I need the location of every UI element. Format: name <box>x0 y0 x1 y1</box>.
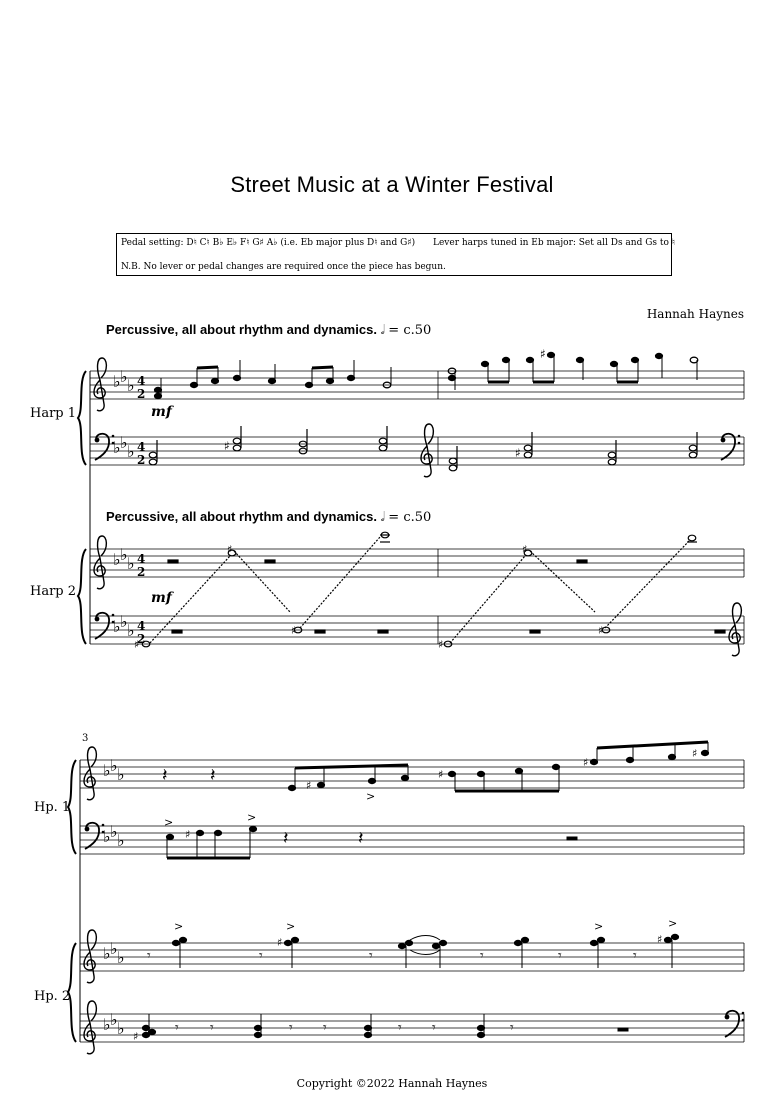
tempo-value: = c.50 <box>388 510 432 525</box>
svg-text:♯: ♯ <box>540 347 546 361</box>
half-note-symbol: 𝅗𝅥 <box>380 323 385 338</box>
svg-text:♭: ♭ <box>120 545 128 564</box>
instrument-label-hp1: Hp. 1 <box>34 800 71 815</box>
hp2-accents <box>174 917 677 933</box>
svg-text:𝄾: 𝄾 <box>210 1020 214 1036</box>
svg-text:𝄾: 𝄾 <box>558 948 562 964</box>
svg-text:>: > <box>164 816 174 829</box>
svg-text:♯: ♯ <box>515 446 521 460</box>
svg-text:♯: ♯ <box>522 543 528 556</box>
time-sig-top: 4 <box>137 552 146 566</box>
page-title: Street Music at a Winter Festival <box>230 172 554 197</box>
svg-text:𝄾: 𝄾 <box>259 948 263 964</box>
svg-text:♭: ♭ <box>113 617 121 636</box>
tempo-text: Percussive, all about rhythm and dynamics. <box>106 509 377 524</box>
svg-text:𝄾: 𝄾 <box>369 948 373 964</box>
composer-name: Hannah Haynes <box>646 307 744 321</box>
svg-text:♭: ♭ <box>113 438 121 457</box>
svg-text:♭: ♭ <box>110 939 118 958</box>
svg-text:♯: ♯ <box>291 624 297 637</box>
system-1-harp2 <box>90 549 744 644</box>
svg-text:♯: ♯ <box>306 779 312 792</box>
svg-text:♭: ♭ <box>127 621 135 640</box>
svg-text:♭: ♭ <box>113 550 121 569</box>
svg-text:𝄾: 𝄾 <box>147 948 151 964</box>
svg-text:♯: ♯ <box>438 638 444 651</box>
svg-text:𝄽: 𝄽 <box>162 765 168 786</box>
svg-text:♭: ♭ <box>117 1019 125 1038</box>
time-sig-top: 4 <box>137 619 146 633</box>
copyright-notice: Copyright ©2022 Hannah Haynes <box>296 1077 488 1090</box>
hp2-treble-chords <box>172 934 678 968</box>
hp1-bass-notes <box>166 826 577 858</box>
svg-text:♭: ♭ <box>110 1010 118 1029</box>
harp1-bass-notes <box>149 426 697 471</box>
svg-text:>: > <box>247 811 257 824</box>
svg-text:♯: ♯ <box>598 624 604 637</box>
instrument-label-harp1: Harp 1 <box>30 406 77 421</box>
system-1-harp1 <box>90 371 744 465</box>
measure-number: 3 <box>82 733 89 744</box>
svg-text:𝄾: 𝄾 <box>398 1020 402 1036</box>
svg-text:♭: ♭ <box>110 822 118 841</box>
svg-text:𝄽: 𝄽 <box>283 828 289 849</box>
svg-text:𝄽: 𝄽 <box>210 765 216 786</box>
pedal-setting-text: Pedal setting: D♮ C♮ B♭ E♭ F♮ G♯ A♭ (i.e. Eb major plus D♮ and G♯) <box>121 238 416 248</box>
half-note-symbol: 𝅗𝅥 <box>380 510 385 525</box>
instrument-label-hp2: Hp. 2 <box>34 989 71 1004</box>
hp1-treble-notes <box>162 742 709 791</box>
time-sig-bottom: 2 <box>137 453 146 467</box>
no-changes-note: N.B. No lever or pedal changes are required once the piece has begun. <box>121 262 446 272</box>
time-sig-bottom: 2 <box>137 565 146 579</box>
svg-text:𝄽: 𝄽 <box>358 828 364 849</box>
svg-text:>: > <box>366 790 376 803</box>
svg-text:♭: ♭ <box>103 827 111 846</box>
svg-text:>: > <box>174 920 184 933</box>
svg-text:♭: ♭ <box>110 756 118 775</box>
svg-text:♯: ♯ <box>583 756 589 769</box>
svg-text:♯: ♯ <box>227 543 233 556</box>
svg-text:♭: ♭ <box>117 765 125 784</box>
svg-text:♭: ♭ <box>127 554 135 573</box>
svg-text:♭: ♭ <box>120 612 128 631</box>
time-sig-top: 4 <box>137 374 146 388</box>
svg-text:♯: ♯ <box>657 933 663 946</box>
harp2-rests <box>168 560 725 633</box>
svg-text:𝄾: 𝄾 <box>289 1020 293 1036</box>
svg-text:𝄾: 𝄾 <box>510 1020 514 1036</box>
dynamic-mf: mf <box>151 404 172 420</box>
svg-text:𝄾: 𝄾 <box>323 1020 327 1036</box>
svg-text:♭: ♭ <box>113 372 121 391</box>
svg-text:♯: ♯ <box>134 638 140 651</box>
svg-text:>: > <box>286 920 296 933</box>
tempo-text: Percussive, all about rhythm and dynamics. <box>106 322 377 337</box>
svg-text:♭: ♭ <box>127 376 135 395</box>
svg-text:♯: ♯ <box>692 747 698 760</box>
svg-text:♯: ♯ <box>438 768 444 781</box>
svg-text:♭: ♭ <box>117 948 125 967</box>
svg-text:𝄾: 𝄾 <box>432 1020 436 1036</box>
svg-text:♭: ♭ <box>127 442 135 461</box>
svg-text:♯: ♯ <box>185 828 191 841</box>
svg-text:♯: ♯ <box>277 936 283 949</box>
svg-text:𝄾: 𝄾 <box>480 948 484 964</box>
svg-text:>: > <box>668 917 678 930</box>
svg-text:♭: ♭ <box>103 944 111 963</box>
tempo-value: = c.50 <box>388 323 432 338</box>
time-sig-bottom: 2 <box>137 632 146 646</box>
svg-text:♯: ♯ <box>224 439 230 453</box>
svg-text:♭: ♭ <box>120 433 128 452</box>
time-sig-top: 4 <box>137 440 146 454</box>
lever-harps-text: Lever harps tuned in Eb major: Set all Ds and Gs to ♮ <box>433 238 675 248</box>
svg-text:♭: ♭ <box>120 367 128 386</box>
hp2-lower-chords <box>142 1014 628 1038</box>
instrument-label-harp2: Harp 2 <box>30 584 77 599</box>
svg-text:𝄾: 𝄾 <box>175 1020 179 1036</box>
svg-text:♭: ♭ <box>103 1015 111 1034</box>
svg-text:>: > <box>594 920 604 933</box>
svg-text:𝄾: 𝄾 <box>633 948 637 964</box>
svg-text:♯: ♯ <box>133 1030 139 1043</box>
hp2-eighth-rests <box>147 948 637 964</box>
time-sig-bottom: 2 <box>137 387 146 401</box>
svg-text:♭: ♭ <box>117 831 125 850</box>
dynamic-mf: mf <box>151 590 172 606</box>
system-2-hp1 <box>80 760 744 854</box>
svg-text:♭: ♭ <box>103 761 111 780</box>
